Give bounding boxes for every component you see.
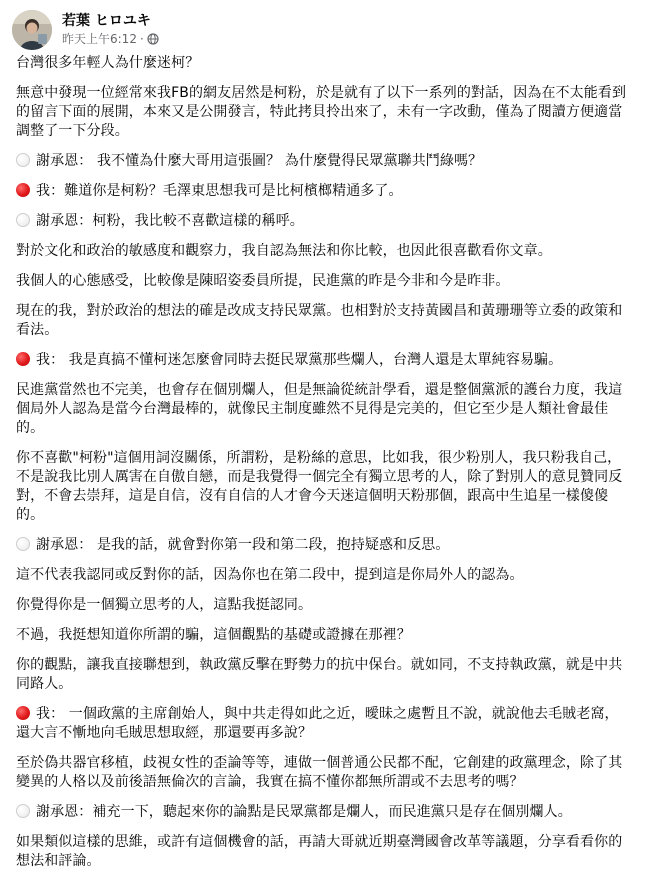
- paragraph-line: [16, 449, 632, 468]
- line-text: 謝承恩： 我不懂為什麼大哥用這張圖？ 為什麼覺得民眾黨聯共鬥綠嗎？: [36, 153, 483, 169]
- paragraph-line: [16, 54, 632, 73]
- line-text: 現在的我，對於政治的想法的確是改成支持民眾黨。也相對於支持黃國昌和黃珊珊等立委的政策和: [16, 303, 623, 319]
- post-paragraph: [16, 536, 632, 555]
- paragraph-line: [16, 212, 632, 231]
- line-text: 還大言不慚地向毛賊思想取經，那還要再多說？: [16, 725, 313, 741]
- white-circle-icon: [16, 537, 30, 551]
- paragraph-line: [16, 656, 632, 675]
- post-paragraph: [16, 705, 632, 743]
- white-circle-icon: [16, 804, 30, 818]
- post-header: [12, 10, 612, 50]
- paragraph-line: [16, 705, 632, 724]
- paragraph-line: [16, 773, 632, 792]
- paragraph-line: [16, 351, 632, 370]
- line-text: 調整了一下分段。: [16, 123, 129, 139]
- line-text: 台灣很多年輕人為什麼迷柯？: [16, 55, 200, 71]
- paragraph-line: [16, 182, 632, 201]
- paragraph-line: [16, 122, 632, 141]
- line-text: 的。: [16, 420, 45, 436]
- line-text: 看法。: [16, 322, 59, 338]
- post-paragraph: [16, 754, 632, 792]
- line-text: 同路人。: [16, 676, 73, 692]
- line-text: 的。: [16, 507, 45, 523]
- paragraph-line: [16, 103, 632, 122]
- post-paragraph: [16, 302, 632, 340]
- post-time[interactable]: 昨天上午6:12: [62, 32, 137, 46]
- post-paragraph: [16, 626, 632, 645]
- line-text: 至於偽共器官移植，歧視女性的歪論等等，連做一個普通公民都不配，它創建的政黨理念，除了其: [16, 755, 623, 771]
- paragraph-line: [16, 536, 632, 555]
- post-paragraph: [16, 803, 632, 822]
- line-text: 無意中發現一位經常來我FB的網友居然是柯粉，於是就有了以下一系列的對話，因為在不太能看到: [16, 85, 627, 101]
- paragraph-line: [16, 566, 632, 585]
- post-paragraph: [16, 351, 632, 370]
- globe-icon[interactable]: [147, 33, 159, 45]
- post-paragraph: [16, 182, 632, 201]
- line-text: 我：難道你是柯粉？毛澤東思想我可是比柯檳榔精通多了。: [36, 183, 403, 199]
- line-text: 我： 我是真搞不懂柯迷怎麼會同時去挺民眾黨那些爛人，台灣人還是太單純容易騙。: [36, 352, 563, 368]
- paragraph-line: [16, 152, 632, 171]
- paragraph-line: [16, 754, 632, 773]
- paragraph-line: [16, 833, 632, 852]
- post-paragraph: [16, 212, 632, 231]
- paragraph-line: [16, 468, 632, 487]
- paragraph-line: [16, 724, 632, 743]
- paragraph-line: [16, 272, 632, 291]
- line-text: 不是說我比別人厲害在自傲自戀，而是我覺得一個完全有獨立思考的人，除了對別人的意見贊同反: [16, 469, 623, 485]
- paragraph-line: [16, 803, 632, 822]
- post-paragraph: [16, 449, 632, 525]
- post-meta: [62, 31, 159, 47]
- post-paragraph: [16, 833, 632, 871]
- post-paragraph: [16, 84, 632, 141]
- post-body: [16, 54, 632, 882]
- line-text: 個局外人認為是當今台灣最棒的，就像民主制度雖然不見得是完美的，但它至少是人類社會最佳: [16, 401, 609, 417]
- post-paragraph: [16, 272, 632, 291]
- white-circle-icon: [16, 213, 30, 227]
- line-text: 的留言下面的展開，本來又是公開發言，特此拷貝拎出來了，未有一字改動，僅為了閱讀方便適當: [16, 104, 623, 120]
- line-text: 我： 一個政黨的主席創始人，與中共走得如此之近，曖昧之處暫且不說，就說他去毛賊老窩，: [36, 706, 619, 722]
- paragraph-line: [16, 596, 632, 615]
- post-paragraph: [16, 656, 632, 694]
- line-text: 你的觀點，讓我直接聯想到，執政黨反擊在野勢力的抗中保台。就如同，不支持執政黨，就是中共: [16, 657, 623, 673]
- post-paragraph: [16, 381, 632, 438]
- line-text: 對，不會去崇拜，這是自信，沒有自信的人才會今天迷這個明天粉那個，跟高中生追星一樣傻傻: [16, 488, 609, 504]
- line-text: 不過，我挺想知道你所謂的騙，這個觀點的基礎或證據在那裡？: [16, 627, 411, 643]
- line-text: 如果類似這樣的思維，或許有這個機會的話，再請大哥就近期臺灣國會改革等議題，分享看看你的: [16, 834, 623, 850]
- post-paragraph: [16, 566, 632, 585]
- line-text: 謝承恩： 是我的話，就會對你第一段和第二段，抱持疑惑和反思。: [36, 537, 450, 553]
- line-text: 想法和評論。: [16, 853, 101, 869]
- post-paragraph: [16, 54, 632, 73]
- paragraph-line: [16, 419, 632, 438]
- post-paragraph: [16, 242, 632, 261]
- post-paragraph: [16, 596, 632, 615]
- line-text: 謝承恩：柯粉，我比較不喜歡這樣的稱呼。: [36, 213, 304, 229]
- line-text: 你覺得你是一個獨立思考的人，這點我挺認同。: [16, 597, 313, 613]
- line-text: 民進黨當然也不完美，也會存在個別爛人，但是無論從統計學看，還是整個黨派的護台力度，我這: [16, 382, 623, 398]
- paragraph-line: [16, 242, 632, 261]
- paragraph-line: [16, 626, 632, 645]
- line-text: 變異的人格以及前後語無倫次的言論，我實在搞不懂你都無所謂或不去思考的嗎？: [16, 774, 524, 790]
- red-circle-icon: [16, 706, 30, 720]
- paragraph-line: [16, 400, 632, 419]
- paragraph-line: [16, 852, 632, 871]
- paragraph-line: [16, 302, 632, 321]
- author-name[interactable]: 若葉 ヒロユキ: [62, 13, 151, 29]
- white-circle-icon: [16, 153, 30, 167]
- meta-separator: ·: [139, 32, 144, 46]
- red-circle-icon: [16, 183, 30, 197]
- avatar[interactable]: [12, 10, 52, 50]
- paragraph-line: [16, 487, 632, 506]
- paragraph-line: [16, 84, 632, 103]
- red-circle-icon: [16, 352, 30, 366]
- line-text: 對於文化和政治的敏感度和觀察力，我自認為無法和你比較，也因此很喜歡看你文章。: [16, 243, 552, 259]
- paragraph-line: [16, 675, 632, 694]
- paragraph-line: [16, 506, 632, 525]
- paragraph-line: [16, 381, 632, 400]
- line-text: 謝承恩：補充一下，聽起來你的論點是民眾黨都是爛人，而民進黨只是存在個別爛人。: [36, 804, 572, 820]
- line-text: 這不代表我認同或反對你的話，因為你也在第二段中，提到這是你局外人的認為。: [16, 567, 524, 583]
- line-text: 你不喜歡"柯粉"這個用詞沒關係，所謂粉，是粉絲的意思，比如我，很少粉別人，我只粉我自己，: [16, 450, 622, 466]
- post-paragraph: [16, 152, 632, 171]
- line-text: 我個人的心態感受，比較像是陳昭姿委員所提，民進黨的昨是今非和今是昨非。: [16, 273, 510, 289]
- paragraph-line: [16, 321, 632, 340]
